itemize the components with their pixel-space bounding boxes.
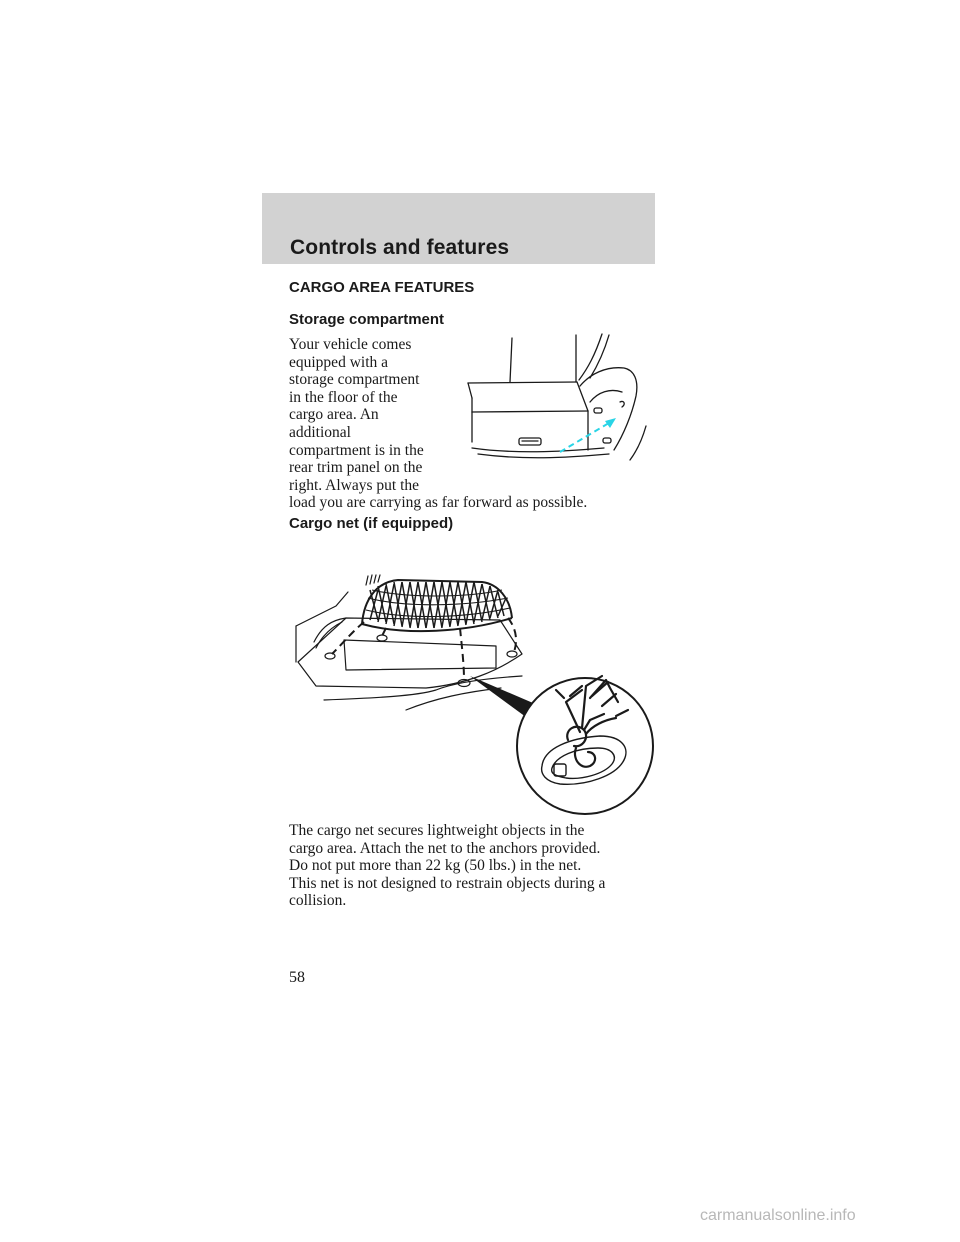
cargo-net-heading: Cargo net (if equipped) — [289, 515, 454, 532]
text-line: rear trim panel on the — [289, 459, 423, 477]
text-line: compartment is in the — [289, 441, 424, 459]
text-line: cargo area. Attach the net to the anchors provided. — [289, 839, 601, 857]
cargo-net-text — [289, 822, 605, 910]
text-line: Your vehicle comes — [289, 336, 412, 353]
text-line: in the floor of the — [289, 388, 398, 406]
storage-compartment-heading: Storage compartment — [289, 311, 445, 328]
chapter-title: Controls and features — [290, 236, 510, 259]
page-number: 58 — [289, 969, 305, 986]
text-line: additional — [289, 423, 351, 441]
text-line: collision. — [289, 892, 347, 910]
text-line: storage compartment — [289, 371, 420, 389]
text-line: load you are carrying as far forward as possible. — [289, 494, 588, 512]
text-line: Do not put more than 22 kg (50 lbs.) in the net. — [289, 857, 582, 875]
cargo-net-illustration — [286, 570, 660, 816]
text-line: The cargo net secures lightweight objects in the — [289, 822, 585, 839]
footer-watermark: carmanualsonline.info — [700, 1207, 856, 1224]
text-line: equipped with a — [289, 353, 389, 371]
section-heading: CARGO AREA FEATURES — [289, 279, 475, 296]
text-line: cargo area. An — [289, 406, 379, 424]
text-line: This net is not designed to restrain objects during a — [289, 874, 606, 892]
storage-compartment-illustration — [464, 330, 664, 465]
text-line: right. Always put the — [289, 476, 420, 494]
